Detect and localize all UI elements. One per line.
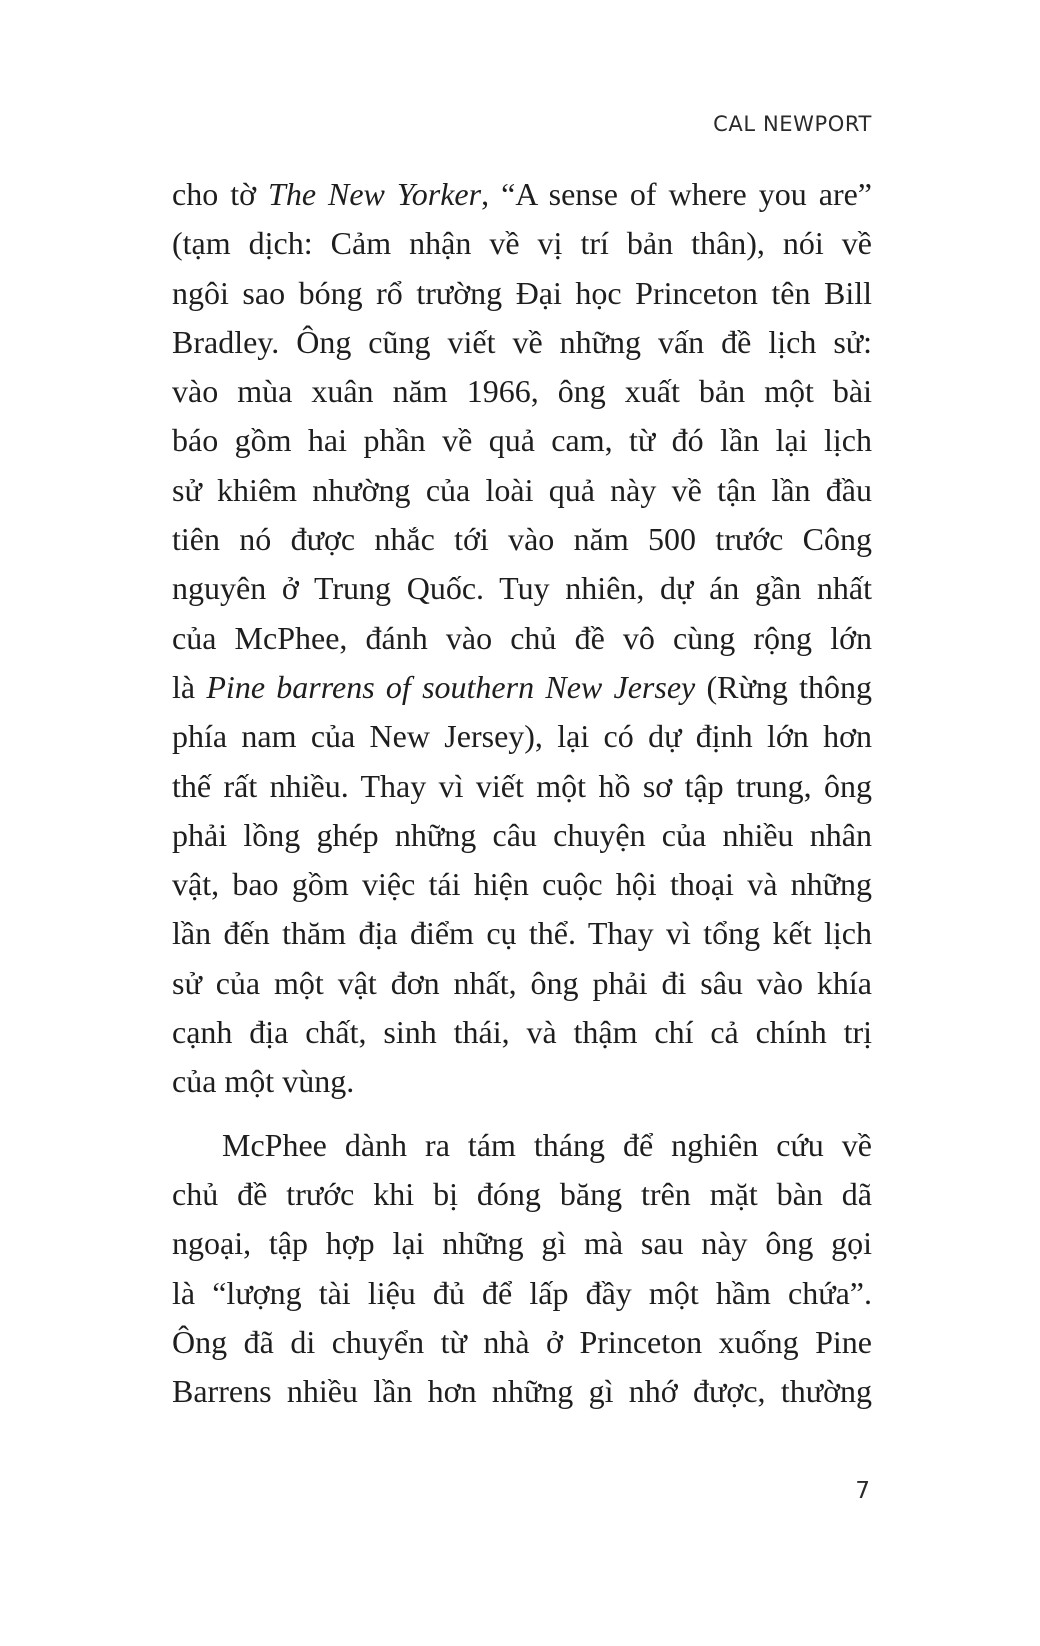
- text-run: của một vùng.: [172, 1063, 355, 1100]
- text-line: [172, 1219, 872, 1268]
- text-line: [172, 1008, 872, 1057]
- text-line: [172, 515, 872, 564]
- italic-title: Pine barrens of southern New Jersey: [206, 668, 696, 705]
- text-line: [172, 416, 872, 465]
- text-run: của McPhee, đánh vào chủ đề vô cùng rộng lớn: [172, 619, 872, 656]
- text-run: Ông đã di chuyển từ nhà ở Princeton xuống Pine: [172, 1323, 872, 1360]
- text-line: [172, 1269, 872, 1318]
- text-run: là: [172, 668, 207, 705]
- text-line: [172, 564, 872, 613]
- text-run: tiên nó được nhắc tới vào năm 500 trước Công: [172, 521, 872, 558]
- text-run: báo gồm hai phần về quả cam, từ đó lần lại lịch: [172, 422, 872, 459]
- paragraph-gap: [172, 1107, 872, 1121]
- text-line: [172, 269, 872, 318]
- text-line: [172, 762, 872, 811]
- text-line: [172, 614, 872, 663]
- text-line: [172, 170, 872, 219]
- text-run: sử của một vật đơn nhất, ông phải đi sâu vào khía: [172, 964, 872, 1001]
- text-run: thế rất nhiều. Thay vì viết một hồ sơ tập trung, ông: [172, 767, 872, 804]
- text-line: [172, 663, 872, 712]
- text-run: nguyên ở Trung Quốc. Tuy nhiên, dự án gần nhất: [172, 570, 872, 607]
- text-run: phía nam của New Jersey), lại có dự định lớn hơn: [172, 718, 872, 755]
- text-run: Bradley. Ông cũng viết về những vấn đề lịch sử:: [172, 323, 872, 360]
- text-line: [172, 1367, 872, 1416]
- text-line: [172, 466, 872, 515]
- text-run: (tạm dịch: Cảm nhận về vị trí bản thân), nói về: [172, 225, 872, 262]
- text-line: [172, 1318, 872, 1367]
- text-line: [172, 1121, 872, 1170]
- italic-title: The New Yorker: [268, 176, 482, 212]
- text-run: Barrens nhiều lần hơn những gì nhớ được, thường: [172, 1373, 872, 1410]
- text-run: vật, bao gồm việc tái hiện cuộc hội thoại và những: [172, 866, 872, 903]
- text-run: lần đến thăm địa điểm cụ thể. Thay vì tổng kết lịch: [172, 915, 872, 952]
- text-run: phải lồng ghép những câu chuyện của nhiều nhân: [172, 816, 872, 853]
- text-run: ngoại, tập hợp lại những gì mà sau này ông gọi: [172, 1225, 872, 1262]
- text-line: [172, 1170, 872, 1219]
- paragraph: [172, 170, 872, 1107]
- paragraph: [172, 1121, 872, 1417]
- text-run: vào mùa xuân năm 1966, ông xuất bản một bài: [172, 373, 872, 410]
- text-line: [172, 811, 872, 860]
- text-run: là “lượng tài liệu đủ để lấp đầy một hầm chứa”.: [172, 1274, 872, 1311]
- text-line: [172, 909, 872, 958]
- running-head: CAL NEWPORT: [713, 112, 872, 136]
- text-line: [172, 712, 872, 761]
- text-run: ngôi sao bóng rổ trường Đại học Princeton tên Bill: [172, 274, 872, 311]
- text-line: [172, 318, 872, 367]
- body-text: [172, 170, 872, 1416]
- text-run: cho tờ: [172, 176, 269, 212]
- text-run: chủ đề trước khi bị đóng băng trên mặt bàn dã: [172, 1175, 872, 1212]
- text-line: [172, 959, 872, 1008]
- text-run: , “A sense of where you are”: [481, 176, 873, 212]
- text-run: cạnh địa chất, sinh thái, và thậm chí cả chính trị: [172, 1014, 872, 1051]
- page-number: 7: [855, 1478, 870, 1504]
- text-line: [172, 367, 872, 416]
- text-run: McPhee dành ra tám tháng để nghiên cứu về: [222, 1126, 872, 1163]
- text-line: [172, 219, 872, 268]
- text-line: [172, 1057, 872, 1106]
- text-line: [172, 860, 872, 909]
- text-run: (Rừng thông: [695, 668, 873, 705]
- text-run: sử khiêm nhường của loài quả này về tận lần đầu: [172, 471, 872, 508]
